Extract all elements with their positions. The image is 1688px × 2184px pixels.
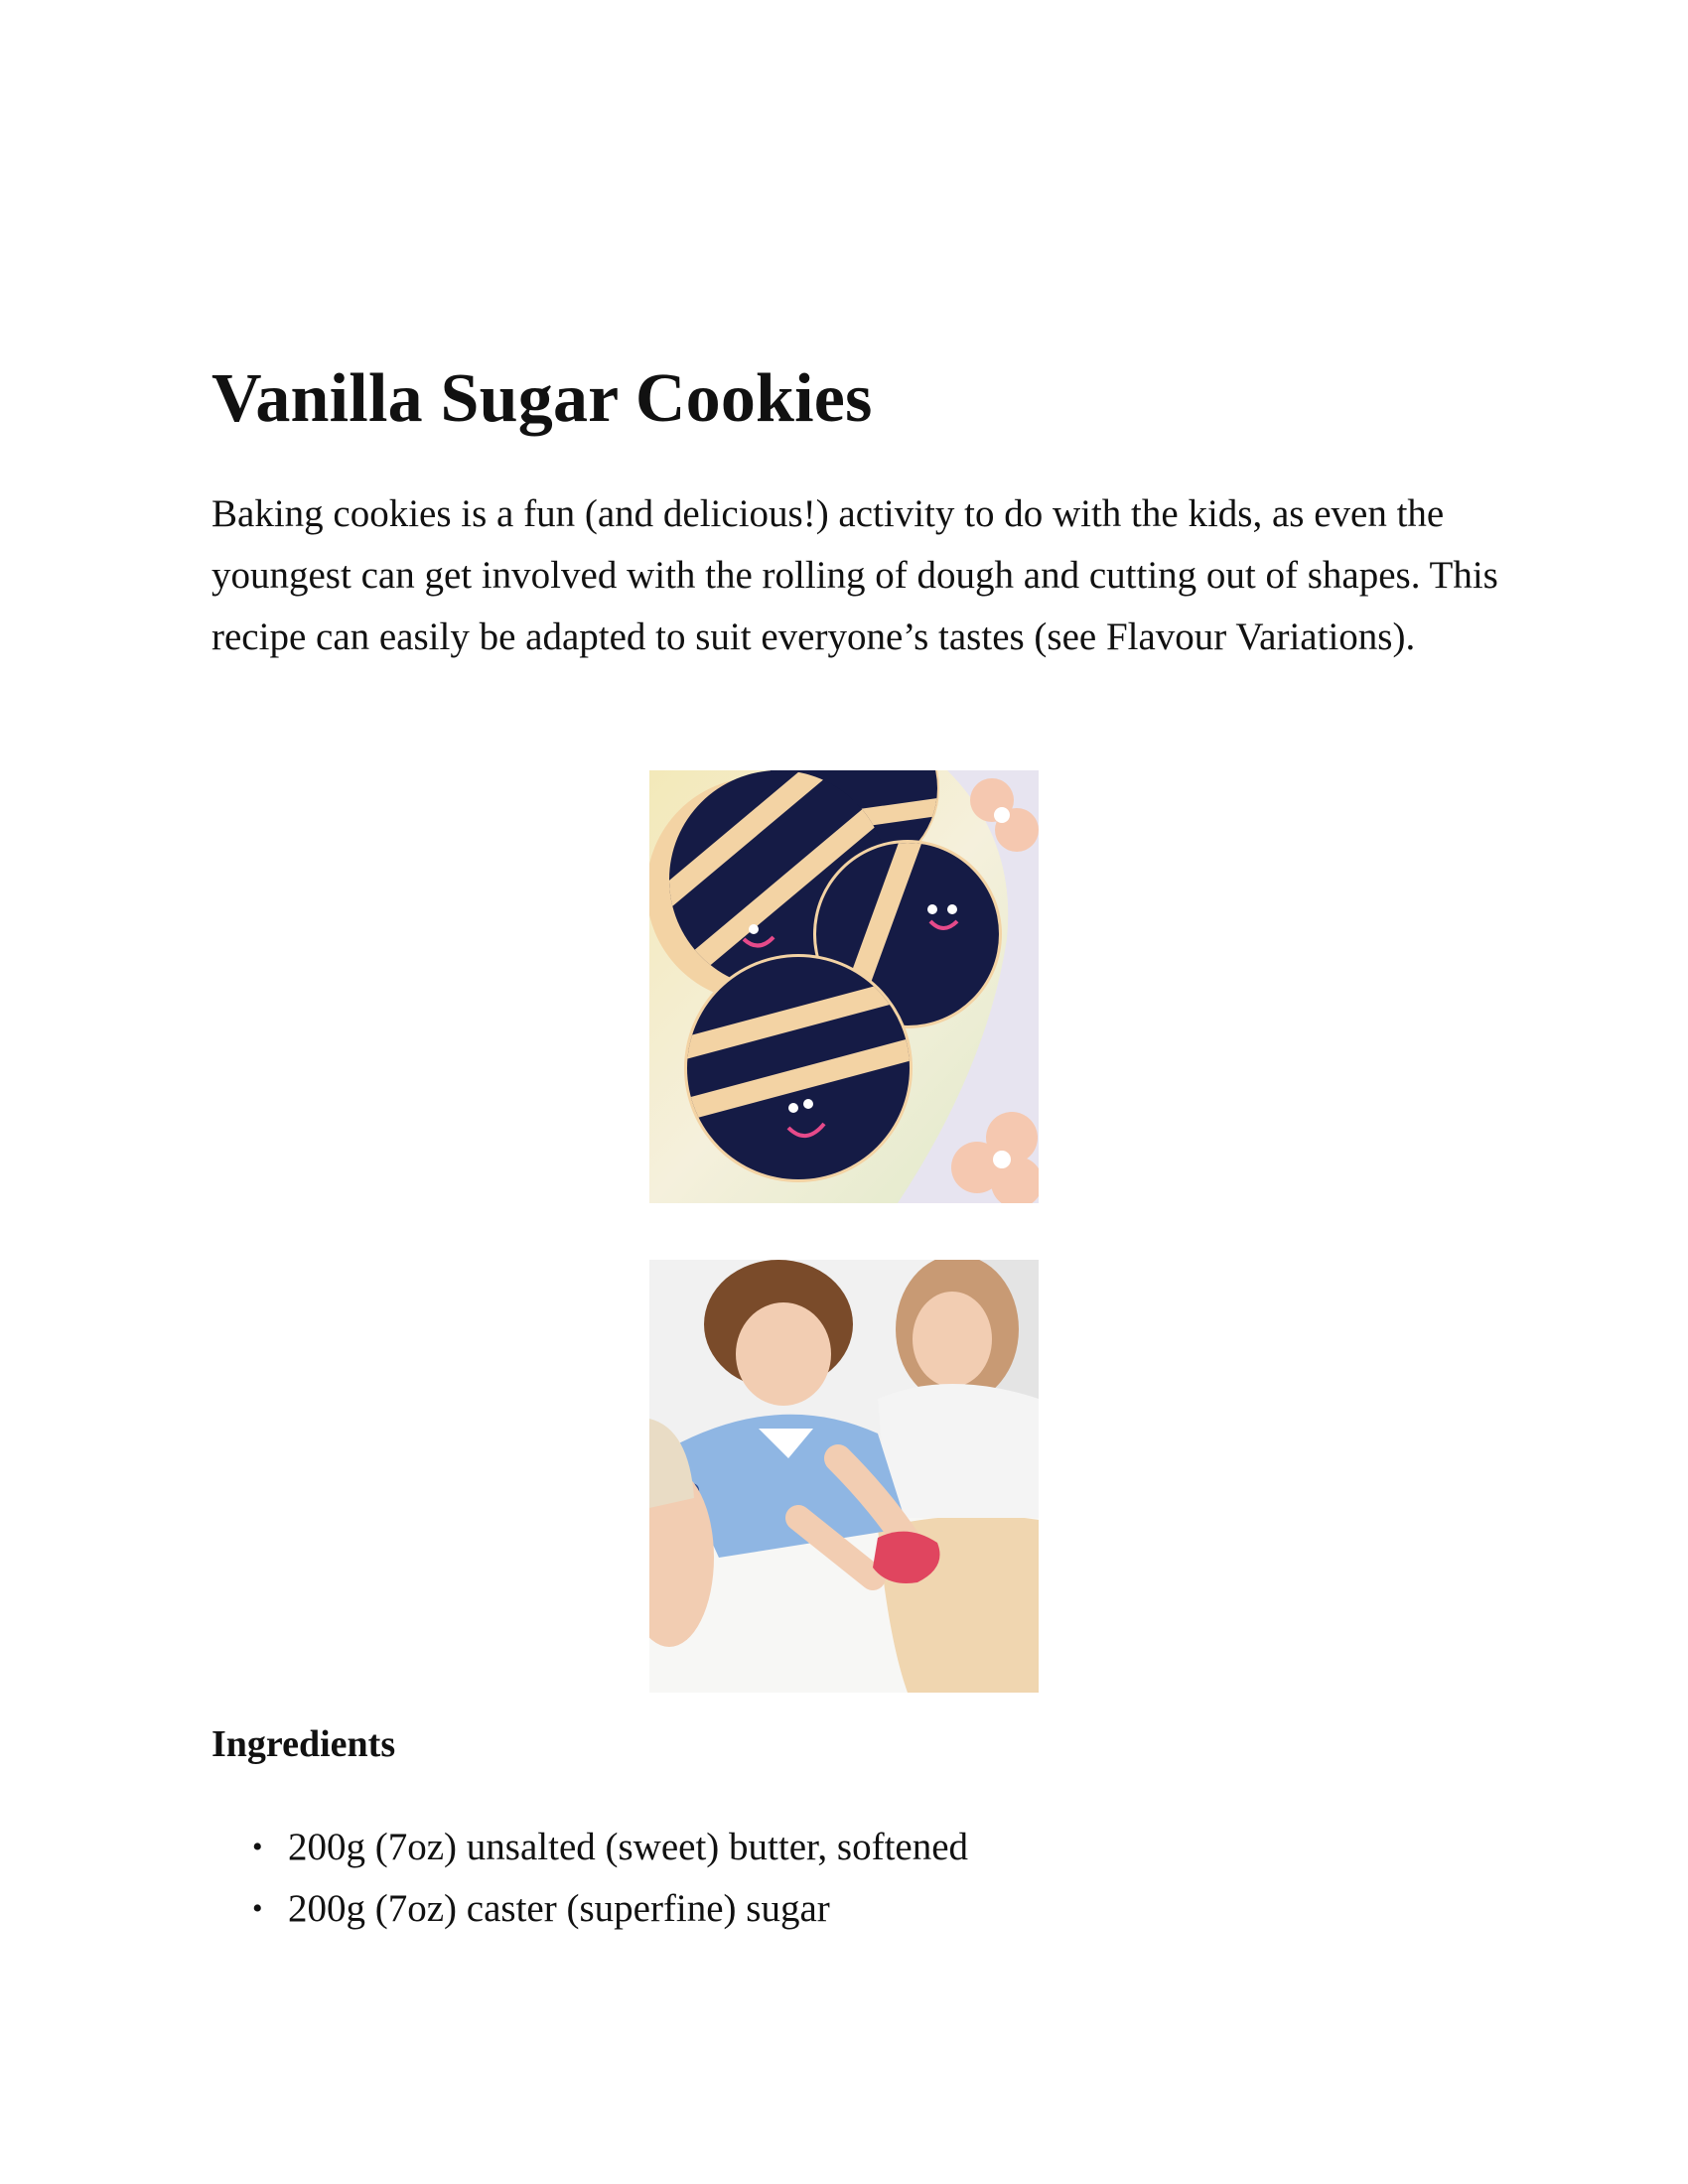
bee-cookies-photo bbox=[649, 770, 1039, 1203]
bullet-icon: • bbox=[252, 1892, 263, 1925]
recipe-title: Vanilla Sugar Cookies bbox=[211, 360, 873, 437]
list-item bbox=[211, 1817, 1403, 1878]
ingredient-text: 200g (7oz) caster (superfine) sugar bbox=[288, 1887, 830, 1930]
ingredients-heading: Ingredients bbox=[211, 1723, 396, 1765]
kids-cutting-dough-photo bbox=[649, 1260, 1039, 1693]
list-item bbox=[211, 1878, 1403, 1940]
bullet-icon: • bbox=[252, 1831, 263, 1863]
ingredients-list bbox=[211, 1817, 1403, 1940]
ingredient-text: 200g (7oz) unsalted (sweet) butter, softened bbox=[288, 1826, 969, 1868]
recipe-intro: Baking cookies is a fun (and delicious!) activity to do with the kids, as even the youngest can get involved with the rolling of dough and cutting out of shapes. This recipe can easily be adapted to suit everyone’s tastes (see Flavour Variations). bbox=[211, 492, 1498, 658]
